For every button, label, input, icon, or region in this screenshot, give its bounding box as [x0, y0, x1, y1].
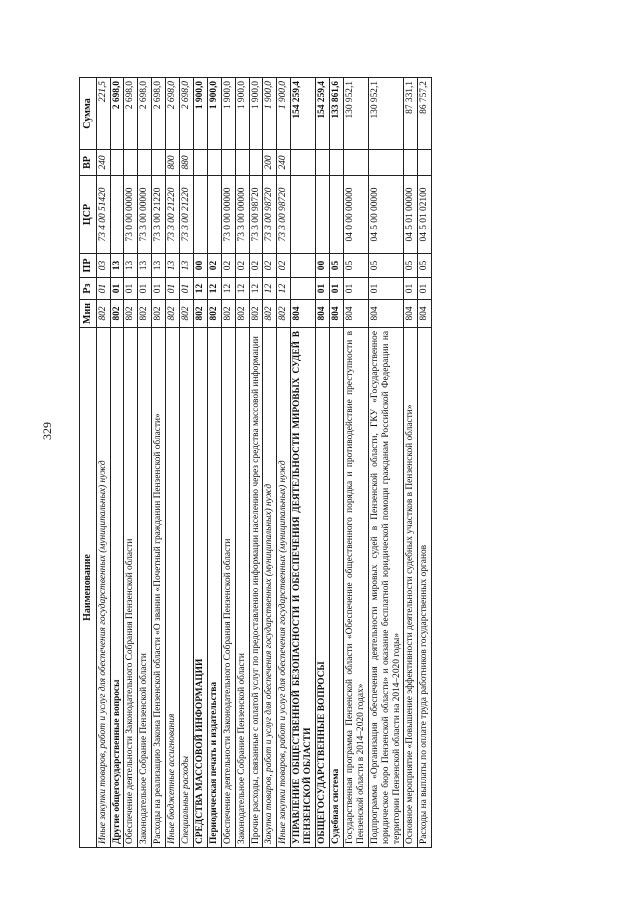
- cell-csr: 73 0 00 00000: [124, 176, 138, 254]
- cell-min: 802: [235, 300, 249, 328]
- cell-vr: 200: [263, 150, 277, 176]
- cell-vr: [138, 150, 152, 176]
- cell-pr: 02: [235, 254, 249, 278]
- table-row: [316, 78, 330, 848]
- cell-csr: 04 0 00 00000: [343, 176, 368, 254]
- cell-rz: 12: [263, 278, 277, 300]
- cell-vr: [330, 150, 344, 176]
- budget-table-container: [79, 78, 596, 848]
- cell-rz: 12: [235, 278, 249, 300]
- cell-sum: 1 900,0: [193, 78, 207, 150]
- cell-pr: 00: [193, 254, 207, 278]
- cell-sum: 1 900,0: [221, 78, 235, 150]
- cell-min: 804: [330, 300, 344, 328]
- cell-vr: [343, 150, 368, 176]
- cell-vr: 240: [96, 150, 110, 176]
- cell-sum: 2 698,0: [138, 78, 152, 150]
- cell-rz: 01: [152, 278, 166, 300]
- cell-csr: 73 3 00 21220: [166, 176, 180, 254]
- cell-min: 802: [124, 300, 138, 328]
- cell-name: Закупка товаров, работ и услуг для обеспечения государственных (муниципальных) нужд: [263, 328, 277, 848]
- cell-rz: 01: [110, 278, 124, 300]
- cell-vr: [152, 150, 166, 176]
- cell-csr: [193, 176, 207, 254]
- cell-vr: 800: [166, 150, 180, 176]
- cell-min: 802: [96, 300, 110, 328]
- cell-pr: 13: [110, 254, 124, 278]
- table-row: [249, 78, 263, 848]
- cell-rz: 01: [96, 278, 110, 300]
- cell-name: Обеспечение деятельности Законодательного Собрания Пензенской области: [124, 328, 138, 848]
- cell-sum: 130 952,1: [368, 78, 404, 150]
- cell-name: Судебная система: [330, 328, 344, 848]
- budget-table: [79, 77, 432, 848]
- cell-pr: 05: [404, 254, 418, 278]
- cell-rz: 12: [277, 278, 291, 300]
- cell-name: Иные закупки товаров, работ и услуг для обеспечения государственных (муниципальных) нужд: [277, 328, 291, 848]
- cell-rz: 01: [343, 278, 368, 300]
- header-min: Мин: [80, 300, 97, 328]
- cell-pr: 05: [330, 254, 344, 278]
- cell-rz: [291, 278, 316, 300]
- table-row: [152, 78, 166, 848]
- cell-sum: 154 259,4: [291, 78, 316, 150]
- cell-vr: [221, 150, 235, 176]
- header-csr: ЦСР: [80, 176, 97, 254]
- table-row: [404, 78, 418, 848]
- cell-min: 804: [368, 300, 404, 328]
- cell-pr: 02: [263, 254, 277, 278]
- cell-rz: 12: [221, 278, 235, 300]
- cell-vr: [316, 150, 330, 176]
- cell-min: 802: [263, 300, 277, 328]
- cell-min: 802: [166, 300, 180, 328]
- cell-sum: 133 861,6: [330, 78, 344, 150]
- header-sum: Сумма: [80, 78, 97, 150]
- page-number: 329: [40, 422, 54, 440]
- cell-sum: 87 331,1: [404, 78, 418, 150]
- cell-vr: [235, 150, 249, 176]
- cell-sum: 2 698,0: [110, 78, 124, 150]
- cell-csr: [316, 176, 330, 254]
- table-row: [124, 78, 138, 848]
- cell-rz: 01: [368, 278, 404, 300]
- cell-min: 804: [418, 300, 432, 328]
- cell-csr: [110, 176, 124, 254]
- header-rz: Рз: [80, 278, 97, 300]
- cell-vr: 240: [277, 150, 291, 176]
- header-row: [80, 78, 97, 848]
- table-row: [418, 78, 432, 848]
- cell-min: 802: [277, 300, 291, 328]
- cell-rz: 01: [330, 278, 344, 300]
- cell-pr: 05: [368, 254, 404, 278]
- cell-name: Законодательное Собрание Пензенской области: [235, 328, 249, 848]
- cell-sum: 1 900,0: [207, 78, 221, 150]
- cell-pr: 03: [96, 254, 110, 278]
- cell-name: Расходы на выплаты по оплате труда работников государственных органов: [418, 328, 432, 848]
- cell-min: 802: [221, 300, 235, 328]
- cell-name: Основное мероприятие «Повышение эффективности деятельности судебных участков в Пензенской области»: [404, 328, 418, 848]
- cell-csr: 04 5 01 02100: [418, 176, 432, 254]
- table-row: [180, 78, 194, 848]
- cell-csr: 73 3 00 21220: [152, 176, 166, 254]
- cell-csr: 73 3 00 00000: [235, 176, 249, 254]
- cell-pr: 02: [207, 254, 221, 278]
- cell-sum: 154 259,4: [316, 78, 330, 150]
- cell-name: Подпрограмма «Организация обеспечения деятельности мировых судей в Пензенской области, ГКУ «Государственное юридическое бюро Пензенской области» и оказание бесплатной юридической помощи гражданам Российской Федерации на территории Пензенской области на 2014–2020 годы»: [368, 328, 404, 848]
- cell-sum: 1 900,0: [249, 78, 263, 150]
- cell-rz: 12: [193, 278, 207, 300]
- cell-pr: 13: [166, 254, 180, 278]
- cell-pr: 00: [316, 254, 330, 278]
- cell-rz: 12: [207, 278, 221, 300]
- cell-csr: 04 5 01 00000: [404, 176, 418, 254]
- cell-vr: [418, 150, 432, 176]
- cell-sum: 1 900,0: [235, 78, 249, 150]
- cell-sum: 86 757,2: [418, 78, 432, 150]
- cell-csr: 73 3 00 98720: [263, 176, 277, 254]
- table-row: [277, 78, 291, 848]
- cell-min: 804: [316, 300, 330, 328]
- cell-vr: [207, 150, 221, 176]
- cell-csr: 73 4 00 51420: [96, 176, 110, 254]
- cell-name: СРЕДСТВА МАССОВОЙ ИНФОРМАЦИИ: [193, 328, 207, 848]
- cell-rz: 01: [138, 278, 152, 300]
- cell-vr: [404, 150, 418, 176]
- cell-vr: [193, 150, 207, 176]
- cell-vr: [291, 150, 316, 176]
- table-row: [263, 78, 277, 848]
- cell-csr: [330, 176, 344, 254]
- table-body: [96, 78, 432, 848]
- cell-vr: [124, 150, 138, 176]
- cell-name: Законодательное Собрание Пензенской области: [138, 328, 152, 848]
- table-row: [110, 78, 124, 848]
- cell-name: Периодическая печать и издательства: [207, 328, 221, 848]
- cell-min: 804: [343, 300, 368, 328]
- cell-name: ОБЩЕГОСУДАРСТВЕННЫЕ ВОПРОСЫ: [316, 328, 330, 848]
- cell-pr: 13: [138, 254, 152, 278]
- cell-csr: [291, 176, 316, 254]
- cell-pr: 13: [152, 254, 166, 278]
- cell-pr: 02: [221, 254, 235, 278]
- cell-min: 804: [404, 300, 418, 328]
- cell-pr: 05: [418, 254, 432, 278]
- cell-name: Специальные расходы: [180, 328, 194, 848]
- cell-csr: 73 3 00 98720: [249, 176, 263, 254]
- table-row: [330, 78, 344, 848]
- cell-rz: 01: [418, 278, 432, 300]
- cell-min: 802: [110, 300, 124, 328]
- cell-min: 802: [152, 300, 166, 328]
- table-row: [343, 78, 368, 848]
- cell-sum: 130 952,1: [343, 78, 368, 150]
- cell-name: УПРАВЛЕНИЕ ОБЩЕСТВЕННОЙ БЕЗОПАСНОСТИ И ОБЕСПЕЧЕНИЯ ДЕЯТЕЛЬНОСТИ МИРОВЫХ СУДЕЙ В ПЕНЗЕНСКОЙ ОБЛАСТИ: [291, 328, 316, 848]
- table-row: [96, 78, 110, 848]
- table-row: [368, 78, 404, 848]
- cell-rz: 01: [316, 278, 330, 300]
- table-row: [207, 78, 221, 848]
- cell-vr: [249, 150, 263, 176]
- cell-csr: 73 3 00 21220: [180, 176, 194, 254]
- cell-min: 802: [207, 300, 221, 328]
- cell-rz: 01: [124, 278, 138, 300]
- cell-csr: 73 3 00 98720: [277, 176, 291, 254]
- cell-sum: 221,5: [96, 78, 110, 150]
- cell-name: Другие общегосударственные вопросы: [110, 328, 124, 848]
- cell-rz: 01: [166, 278, 180, 300]
- cell-name: Прочие расходы, связанные с оплатой услуг по предоставлению информации населению через средства массовой информации: [249, 328, 263, 848]
- table-row: [235, 78, 249, 848]
- cell-csr: 73 0 00 00000: [221, 176, 235, 254]
- cell-vr: 880: [180, 150, 194, 176]
- cell-csr: [207, 176, 221, 254]
- header-name: Наименование: [80, 328, 97, 848]
- table-row: [221, 78, 235, 848]
- cell-sum: 2 698,0: [152, 78, 166, 150]
- cell-min: 802: [249, 300, 263, 328]
- cell-name: Иные закупки товаров, работ и услуг для обеспечения государственных (муниципальных) нужд: [96, 328, 110, 848]
- cell-pr: 13: [124, 254, 138, 278]
- cell-name: Государственная программа Пензенской области «Обеспечение общественного порядка и противодействие преступности в Пензенской области в 2014–2020 годах»: [343, 328, 368, 848]
- table-row: [166, 78, 180, 848]
- cell-pr: [291, 254, 316, 278]
- cell-sum: 2 698,0: [166, 78, 180, 150]
- cell-min: 802: [193, 300, 207, 328]
- cell-vr: [368, 150, 404, 176]
- cell-rz: 01: [180, 278, 194, 300]
- header-vr: ВР: [80, 150, 97, 176]
- header-pr: ПР: [80, 254, 97, 278]
- cell-name: Обеспечение деятельности Законодательного Собрания Пензенской области: [221, 328, 235, 848]
- cell-min: 802: [180, 300, 194, 328]
- cell-sum: 1 900,0: [277, 78, 291, 150]
- cell-rz: 12: [249, 278, 263, 300]
- cell-csr: 73 3 00 00000: [138, 176, 152, 254]
- cell-pr: 13: [180, 254, 194, 278]
- cell-pr: 02: [249, 254, 263, 278]
- cell-sum: 1 900,0: [263, 78, 277, 150]
- cell-min: 804: [291, 300, 316, 328]
- cell-pr: 02: [277, 254, 291, 278]
- cell-rz: 01: [404, 278, 418, 300]
- cell-csr: 04 5 00 00000: [368, 176, 404, 254]
- cell-vr: [110, 150, 124, 176]
- cell-pr: 05: [343, 254, 368, 278]
- cell-name: Расходы на реализацию Закона Пензенской области «О звании «Почетный гражданин Пензенской области»: [152, 328, 166, 848]
- table-row: [193, 78, 207, 848]
- cell-sum: 2 698,0: [124, 78, 138, 150]
- table-row: [291, 78, 316, 848]
- cell-sum: 2 698,0: [180, 78, 194, 150]
- table-row: [138, 78, 152, 848]
- cell-name: Иные бюджетные ассигнования: [166, 328, 180, 848]
- cell-min: 802: [138, 300, 152, 328]
